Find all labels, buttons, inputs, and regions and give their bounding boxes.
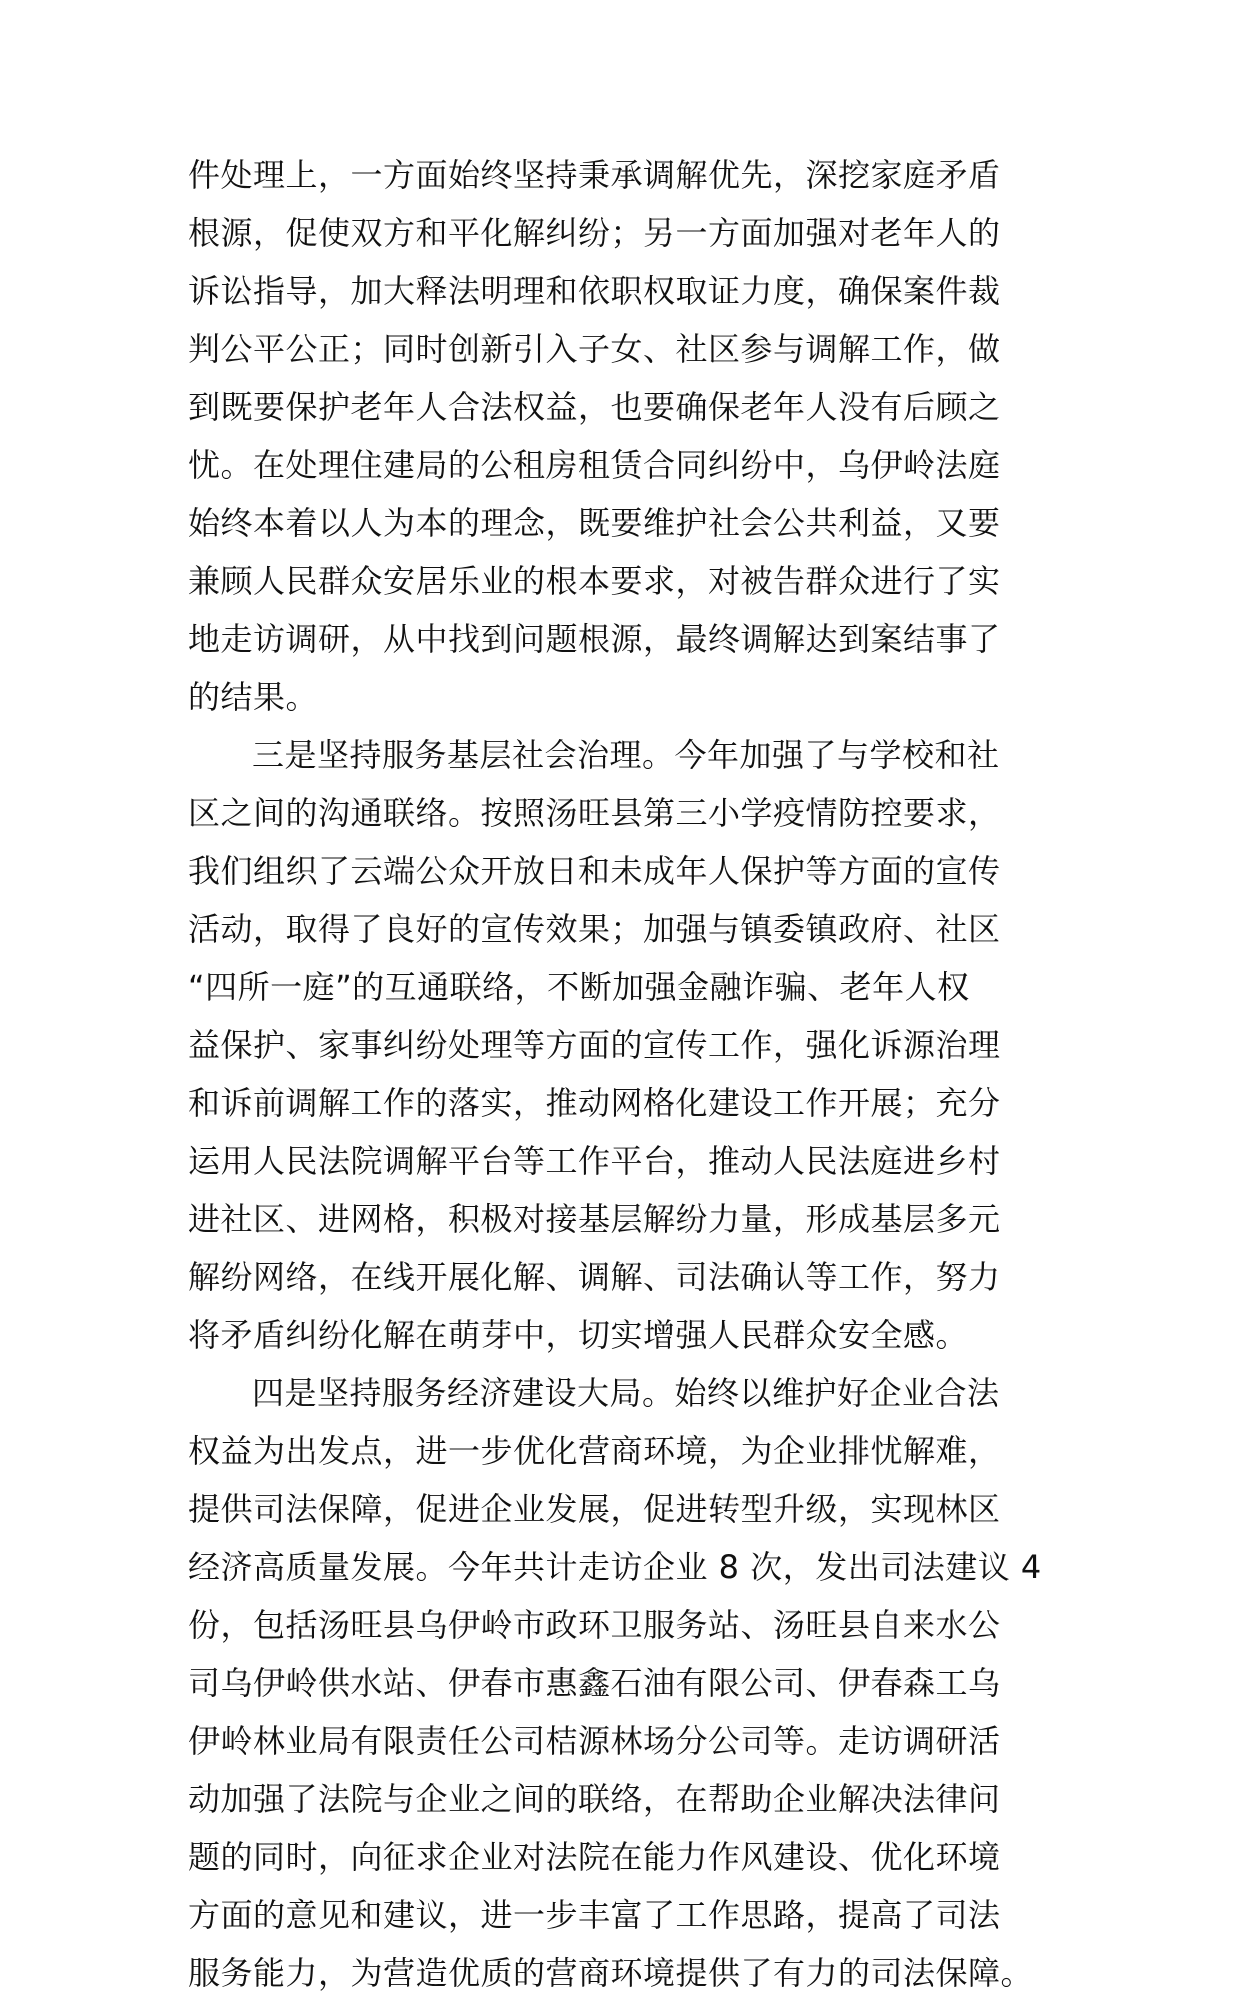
text-line: 动加强了法院与企业之间的联络，在帮助企业解决法律问 (188, 1780, 1001, 1818)
text-line: 方面的意见和建议，进一步丰富了工作思路，提高了司法 (188, 1896, 1001, 1934)
text-line: 忧。在处理住建局的公租房租赁合同纠纷中，乌伊岭法庭 (188, 446, 1001, 484)
text-line: 进社区、进网格，积极对接基层解纷力量，形成基层多元 (188, 1200, 1001, 1238)
text-line: 诉讼指导，加大释法明理和依职权取证力度，确保案件裁 (188, 272, 1001, 310)
text-line: 伊岭林业局有限责任公司桔源林场分公司等。走访调研活 (188, 1722, 1001, 1760)
text-line: 件处理上，一方面始终坚持秉承调解优先，深挖家庭矛盾 (188, 156, 1001, 194)
text-line: 地走访调研，从中找到问题根源，最终调解达到案结事了 (188, 620, 1001, 658)
paragraph-start-line: 四是坚持服务经济建设大局。始终以维护好企业合法 (252, 1374, 1000, 1412)
paragraph-start-line: 三是坚持服务基层社会治理。今年加强了与学校和社 (252, 736, 1000, 774)
text-line: “四所一庭”的互通联络，不断加强金融诈骗、老年人权 (188, 968, 970, 1006)
text-line: 活动，取得了良好的宣传效果；加强与镇委镇政府、社区 (188, 910, 1001, 948)
text-line: 和诉前调解工作的落实，推动网格化建设工作开展；充分 (188, 1084, 1001, 1122)
text-line: 运用人民法院调解平台等工作平台，推动人民法庭进乡村 (188, 1142, 1001, 1180)
text-line: 服务能力，为营造优质的营商环境提供了有力的司法保障。 (188, 1954, 1034, 1992)
text-line: 的结果。 (188, 678, 319, 716)
text-line: 经济高质量发展。今年共计走访企业 8 次，发出司法建议 4 (188, 1548, 1042, 1586)
text-line: 提供司法保障，促进企业发展，促进转型升级，实现林区 (188, 1490, 1001, 1528)
text-line: 权益为出发点，进一步优化营商环境，为企业排忧解难， (188, 1432, 1001, 1470)
text-line: 我们组织了云端公众开放日和未成年人保护等方面的宣传 (188, 852, 1001, 890)
text-line: 份，包括汤旺县乌伊岭市政环卫服务站、汤旺县自来水公 (188, 1606, 1001, 1644)
text-line: 根源，促使双方和平化解纠纷；另一方面加强对老年人的 (188, 214, 1001, 252)
text-line: 将矛盾纠纷化解在萌芽中，切实增强人民群众安全感。 (188, 1316, 969, 1354)
text-line: 区之间的沟通联络。按照汤旺县第三小学疫情防控要求， (188, 794, 1001, 832)
text-line: 兼顾人民群众安居乐业的根本要求，对被告群众进行了实 (188, 562, 1001, 600)
text-line: 司乌伊岭供水站、伊春市惠鑫石油有限公司、伊春森工乌 (188, 1664, 1001, 1702)
body-text (188, 146, 1052, 2002)
text-line: 题的同时，向征求企业对法院在能力作风建设、优化环境 (188, 1838, 1001, 1876)
text-line: 益保护、家事纠纷处理等方面的宣传工作，强化诉源治理 (188, 1026, 1001, 1064)
text-line: 到既要保护老年人合法权益，也要确保老年人没有后顾之 (188, 388, 1001, 426)
text-line: 判公平公正；同时创新引入子女、社区参与调解工作，做 (188, 330, 1001, 368)
text-line: 解纷网络，在线开展化解、调解、司法确认等工作，努力 (188, 1258, 1001, 1296)
text-line: 始终本着以人为本的理念，既要维护社会公共利益，又要 (188, 504, 1001, 542)
